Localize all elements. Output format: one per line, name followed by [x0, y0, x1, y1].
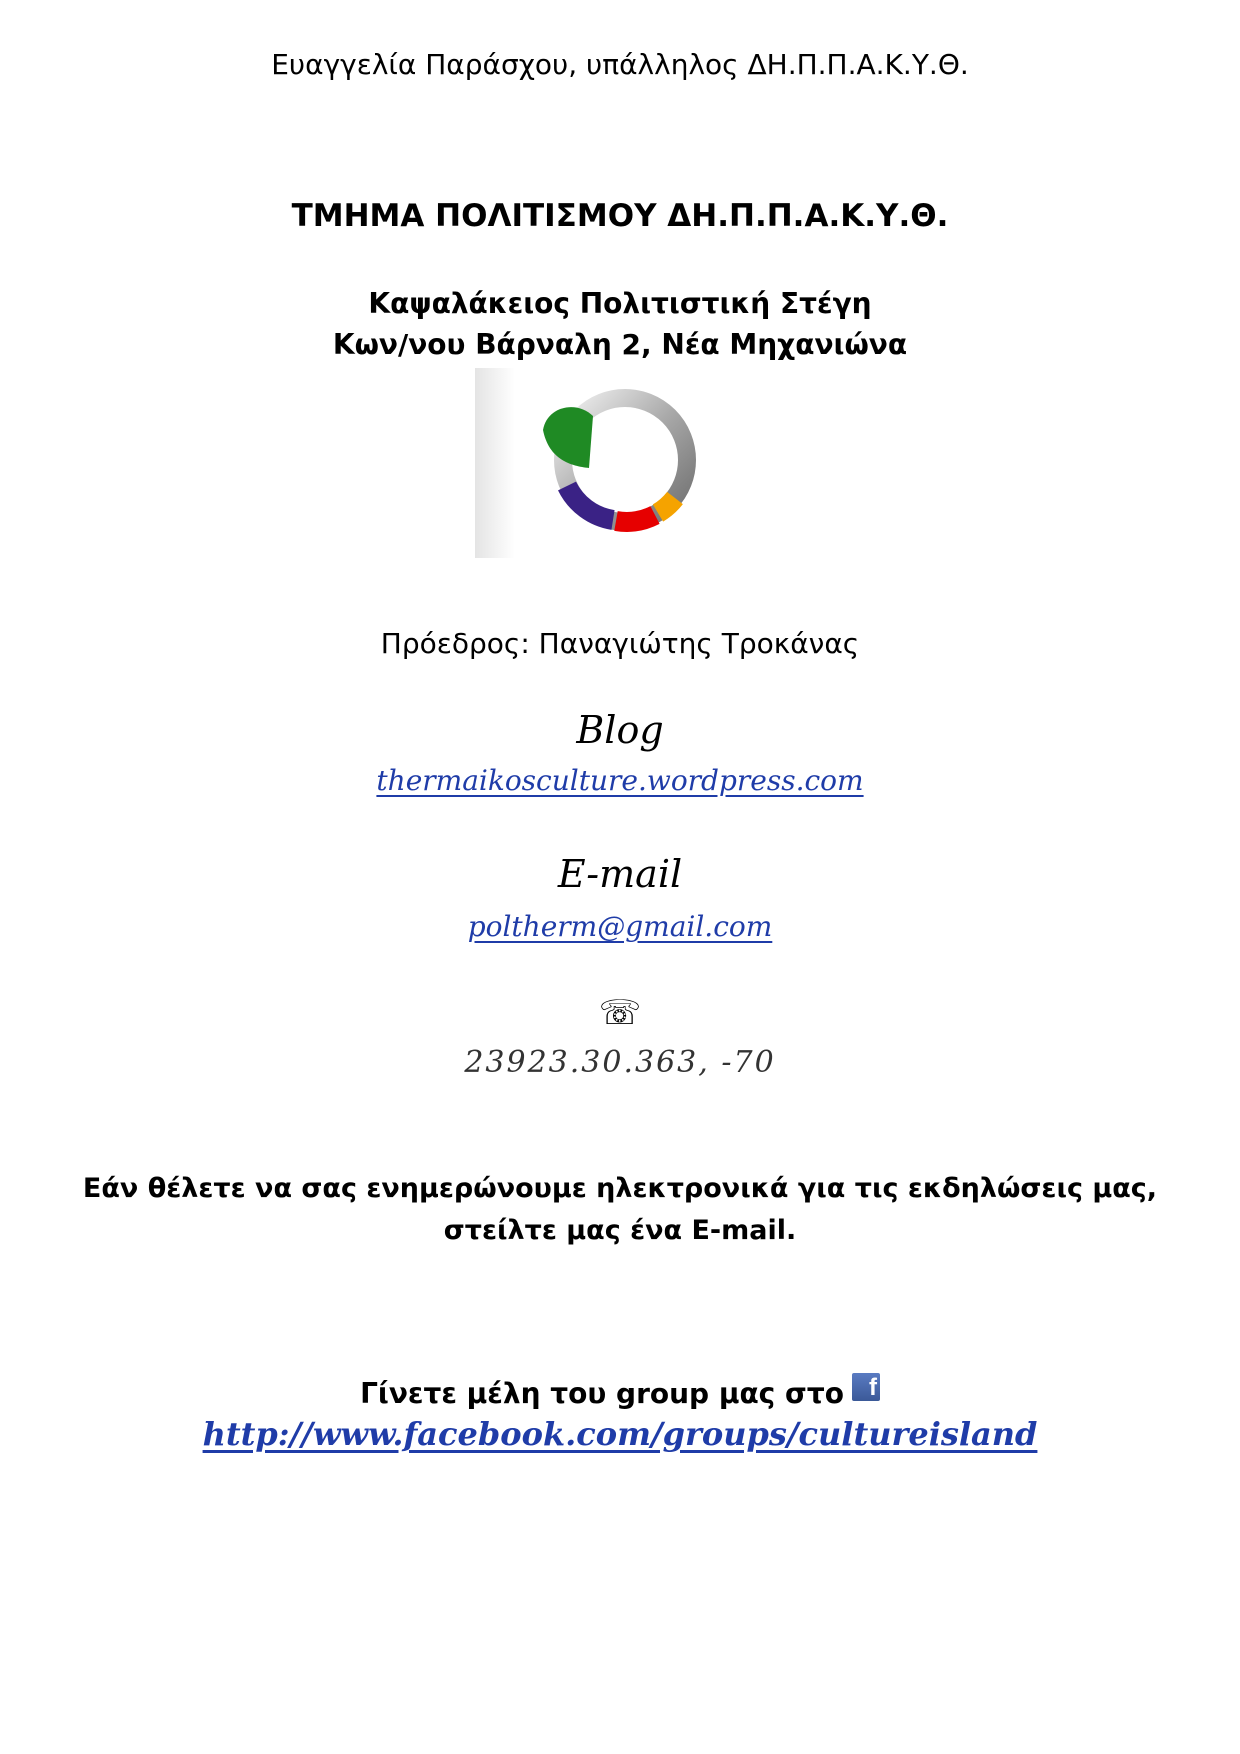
- notice-line-2: στείλτε μας ένα E-mail.: [443, 1215, 797, 1246]
- logo-shade: [475, 368, 515, 558]
- email-link-line: [0, 910, 1240, 943]
- logo-orange-segment: [658, 498, 675, 513]
- email-heading: E-mail: [557, 852, 683, 896]
- ring-logo-icon: [475, 368, 745, 558]
- facebook-link-line: [0, 1415, 1240, 1453]
- facebook-invite-text: Γίνετε μέλη του group μας στο: [360, 1377, 844, 1410]
- blog-heading: Blog: [576, 708, 664, 752]
- logo-red-segment: [616, 515, 655, 522]
- logo-green-leaf: [543, 407, 593, 468]
- author-line: Ευαγγελία Παράσχου, υπάλληλος ΔΗ.Π.Π.Α.Κ.Υ.Θ.: [271, 48, 969, 81]
- facebook-group-link[interactable]: http://www.facebook.com/groups/cultureisland: [202, 1415, 1038, 1453]
- phone-number: 23923.30.363, -70: [464, 1045, 776, 1080]
- email-link[interactable]: poltherm@gmail.com: [467, 910, 773, 943]
- venue-address: Κων/νου Βάρναλη 2, Νέα Μηχανιώνα: [332, 328, 908, 361]
- president-line: Πρόεδρος: Παναγιώτης Τροκάνας: [380, 627, 860, 660]
- facebook-invite: [0, 1373, 1240, 1410]
- blog-link[interactable]: thermaikosculture.wordpress.com: [376, 764, 864, 797]
- ring-logo: [475, 368, 745, 558]
- facebook-icon[interactable]: f: [852, 1373, 880, 1401]
- blog-link-line: [0, 764, 1240, 797]
- logo-purple-segment: [567, 486, 613, 520]
- department-title: ΤΜΗΜΑ ΠΟΛΙΤΙΣΜΟΥ ΔΗ.Π.Π.Α.Κ.Υ.Θ.: [291, 198, 949, 234]
- telephone-icon: ☏: [598, 994, 642, 1032]
- venue-name: Καψαλάκειος Πολιτιστική Στέγη: [368, 287, 872, 320]
- notice-line-1: Εάν θέλετε να σας ενημερώνουμε ηλεκτρονικά για τις εκδηλώσεις μας,: [82, 1173, 1158, 1204]
